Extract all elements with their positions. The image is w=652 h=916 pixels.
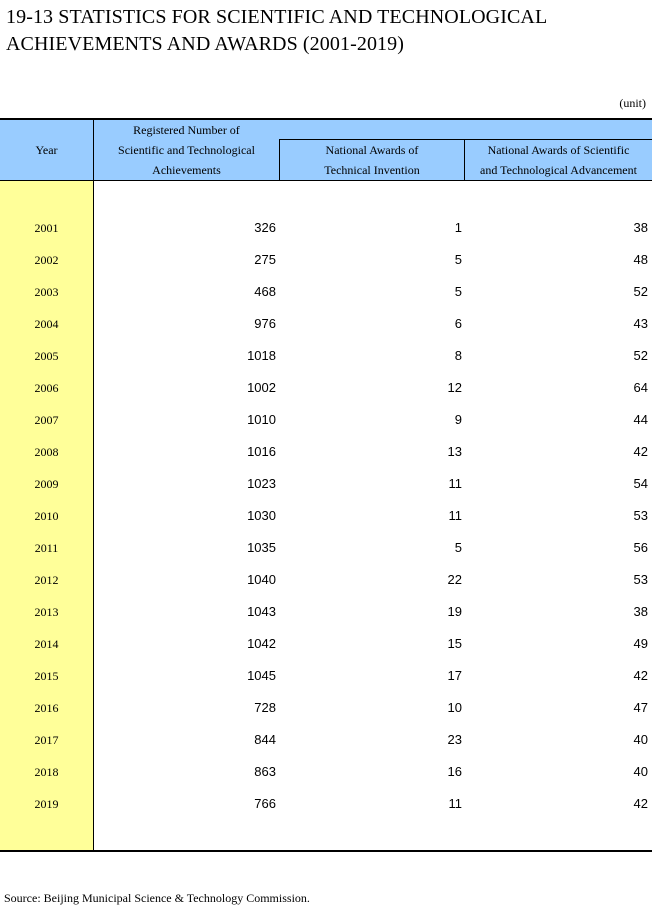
invention-cell: 5 <box>454 284 462 299</box>
advancement-cell: 64 <box>633 380 648 395</box>
advancement-cell: 52 <box>633 348 648 363</box>
table-row <box>0 532 652 564</box>
header-invention-line1: National Awards of <box>325 143 419 157</box>
invention-cell: 13 <box>447 444 462 459</box>
registered-cell: 326 <box>254 220 276 235</box>
advancement-cell: 42 <box>633 668 648 683</box>
invention-cell: 5 <box>454 252 462 267</box>
header-advancement-line1: National Awards of Scientific <box>487 143 630 157</box>
header-registered-line1: Registered Number of <box>133 123 240 137</box>
advancement-cell: 48 <box>633 252 648 267</box>
page-title-line1: 19-13 STATISTICS FOR SCIENTIFIC AND TECHNOLOGICAL <box>6 6 548 28</box>
table-row <box>0 692 652 724</box>
registered-cell: 468 <box>254 284 276 299</box>
invention-cell: 12 <box>447 380 462 395</box>
page-title <box>6 4 646 58</box>
table-row <box>0 340 652 372</box>
invention-cell: 11 <box>448 476 462 491</box>
registered-cell: 1010 <box>247 412 276 427</box>
advancement-cell: 44 <box>633 412 648 427</box>
table-header-rule <box>0 180 652 181</box>
table-row <box>0 788 652 820</box>
table-row <box>0 212 652 244</box>
invention-cell: 6 <box>454 316 462 331</box>
registered-cell: 1035 <box>247 540 276 555</box>
table-row <box>0 404 652 436</box>
header-registered-line3: Achievements <box>152 163 221 177</box>
table-bottom-rule <box>0 850 652 852</box>
header-registered-line2: Scientific and Technological <box>118 143 255 157</box>
year-cell: 2007 <box>34 413 59 427</box>
year-cell: 2006 <box>34 381 59 395</box>
table-row <box>0 308 652 340</box>
registered-cell: 863 <box>254 764 276 779</box>
year-cell: 2003 <box>34 285 59 299</box>
year-cell: 2008 <box>34 445 59 459</box>
table-row <box>0 724 652 756</box>
table-row <box>0 628 652 660</box>
year-cell: 2019 <box>34 797 59 811</box>
year-cell: 2013 <box>34 605 59 619</box>
advancement-cell: 56 <box>633 540 648 555</box>
table-row <box>0 468 652 500</box>
invention-cell: 15 <box>447 636 462 651</box>
invention-cell: 22 <box>447 572 462 587</box>
page-title-line2: ACHIEVEMENTS AND AWARDS (2001-2019) <box>6 33 405 55</box>
year-cell: 2016 <box>34 701 59 715</box>
table-row <box>0 244 652 276</box>
year-cell: 2011 <box>34 541 59 555</box>
registered-cell: 976 <box>254 316 276 331</box>
advancement-cell: 43 <box>633 316 648 331</box>
advancement-cell: 40 <box>633 732 648 747</box>
advancement-cell: 49 <box>633 636 648 651</box>
year-cell: 2002 <box>34 253 59 267</box>
registered-cell: 1002 <box>247 380 276 395</box>
registered-cell: 1042 <box>247 636 276 651</box>
year-cell: 2004 <box>34 317 59 331</box>
invention-cell: 5 <box>454 540 462 555</box>
registered-cell: 1040 <box>247 572 276 587</box>
table-row <box>0 660 652 692</box>
registered-cell: 1030 <box>247 508 276 523</box>
advancement-cell: 38 <box>633 604 648 619</box>
year-cell: 2014 <box>34 637 59 651</box>
invention-cell: 11 <box>448 508 462 523</box>
advancement-cell: 53 <box>633 572 648 587</box>
year-cell: 2001 <box>34 221 59 235</box>
year-cell: 2015 <box>34 669 59 683</box>
header-advancement-line2: and Technological Advancement <box>480 163 637 177</box>
year-cell: 2005 <box>34 349 59 363</box>
invention-cell: 10 <box>447 700 462 715</box>
invention-cell: 8 <box>454 348 462 363</box>
table-row <box>0 436 652 468</box>
invention-cell: 1 <box>454 220 462 235</box>
invention-cell: 9 <box>454 412 462 427</box>
year-cell: 2009 <box>34 477 59 491</box>
year-cell: 2018 <box>34 765 59 779</box>
table-row <box>0 372 652 404</box>
statistics-table <box>0 118 652 852</box>
registered-cell: 1016 <box>247 444 276 459</box>
advancement-cell: 42 <box>633 444 648 459</box>
advancement-cell: 47 <box>633 700 648 715</box>
registered-cell: 1043 <box>247 604 276 619</box>
unit-label: (unit) <box>619 96 646 110</box>
table-row <box>0 500 652 532</box>
registered-cell: 1018 <box>247 348 276 363</box>
advancement-cell: 54 <box>633 476 648 491</box>
registered-cell: 844 <box>254 732 276 747</box>
table-row <box>0 756 652 788</box>
header-year: Year <box>35 143 58 157</box>
table-row <box>0 564 652 596</box>
registered-cell: 1045 <box>247 668 276 683</box>
year-cell: 2012 <box>34 573 59 587</box>
table-row <box>0 276 652 308</box>
invention-cell: 23 <box>447 732 462 747</box>
advancement-cell: 40 <box>633 764 648 779</box>
table-row <box>0 596 652 628</box>
advancement-cell: 53 <box>633 508 648 523</box>
registered-cell: 1023 <box>247 476 276 491</box>
advancement-cell: 38 <box>633 220 648 235</box>
invention-cell: 16 <box>447 764 462 779</box>
invention-cell: 17 <box>447 668 462 683</box>
year-cell: 2017 <box>34 733 59 747</box>
registered-cell: 275 <box>254 252 276 267</box>
header-invention-line2: Technical Invention <box>324 163 420 177</box>
advancement-cell: 42 <box>633 796 648 811</box>
year-cell: 2010 <box>34 509 59 523</box>
source-note: Source: Beijing Municipal Science & Technology Commission. <box>4 891 310 905</box>
invention-cell: 19 <box>447 604 462 619</box>
invention-cell: 11 <box>448 796 462 811</box>
advancement-cell: 52 <box>633 284 648 299</box>
registered-cell: 728 <box>254 700 276 715</box>
registered-cell: 766 <box>254 796 276 811</box>
